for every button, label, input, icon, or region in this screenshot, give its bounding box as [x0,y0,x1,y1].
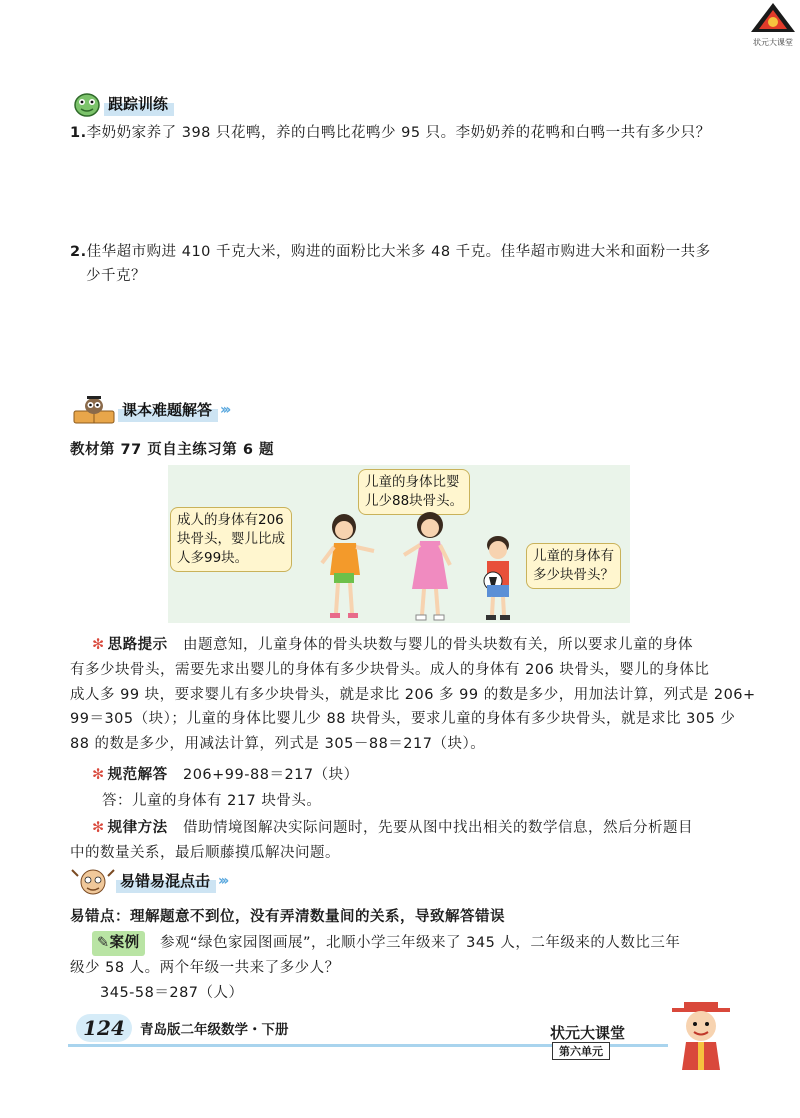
method-label: 规律方法 [107,820,168,836]
question-text: 李奶奶家养了 398 只花鸭，养的白鸭比花鸭少 95 只。李奶奶养的花鸭和白鸭一共有多少只？ [86,125,711,141]
unit-label: 第六单元 [552,1042,610,1060]
answer-label: 规范解答 [107,767,168,783]
mascot-icon [70,90,104,118]
book-title: 青岛版二年级数学・下册 [140,1022,289,1038]
speech-bubble-left: 成人的身体有206 块骨头，婴儿比成 人多99块。 [170,507,292,572]
girl-orange-figure [316,513,376,623]
hint-continuation [70,658,760,756]
chevrons-icon: ››› [218,873,227,889]
hint-block [92,633,756,658]
method-block [92,816,756,841]
owl-book-icon [70,395,118,425]
flower-icon: ✻ [92,767,105,783]
section-title: 跟踪训练 [104,92,174,116]
hint-line: 由题意知，儿童身体的骨头块数与婴儿的骨头块数有关，所以要求儿童的身体 [182,637,693,653]
section-header-errors [70,867,226,895]
example-line: 级少 58 人。两个年级一共来了多少人？ [70,960,340,976]
question-text-line2: 少千克？ [86,268,146,284]
footer-brand: 状元大课堂 [550,1024,626,1042]
section-header-textbook [70,396,228,424]
girl-pink-figure [400,511,460,623]
hint-label: 思路提示 [107,637,168,653]
hint-line: 成人多 99 块，要求婴儿有多少块骨头，就是求比 206 多 99 的数是多少，用加法计算，列式是 206+ [70,686,756,703]
answer-block [92,762,756,814]
cartoon-character-icon [70,866,116,896]
example-block [92,931,756,956]
answer-formula: 206+99-88＝217（块） [182,767,359,783]
question-1 [70,121,750,145]
logo-text: 状元大课堂 [753,38,793,47]
section-title: 易错易混点击 [116,869,216,893]
textbook-reference: 教材第 77 页自主练习第 6 题 [70,442,274,458]
question-text-line1: 佳华超市购进 410 千克大米，购进的面粉比大米多 48 千克。佳华超市购进大米和面粉一共多 [86,244,711,260]
hint-line: 99＝305（块）；儿童的身体比婴儿少 88 块骨头，要求儿童的身体有多少块骨头，就是求比 305 少 [70,711,736,727]
answer-text: 答：儿童的身体有 217 块骨头。 [102,793,322,809]
speech-bubble-right: 儿童的身体有 多少块骨头？ [526,543,621,589]
chevrons-icon: ››› [220,402,229,418]
flower-icon: ✻ [92,637,105,653]
hint-line: 88 的数是多少，用减法计算，列式是 305－88＝217（块）。 [70,735,486,752]
scholar-boy-mascot-icon [668,1000,734,1074]
example-line: 参观“绿色家园图画展”，北顺小学三年级来了 345 人，二年级来的人数比三年 [159,935,681,951]
example-continuation [70,956,760,1006]
question-2 [70,240,760,288]
hint-line: 有多少块骨头，需要先求出婴儿的身体有多少块骨头。成人的身体有 206 块骨头，婴儿的身体比 [70,662,710,678]
section-header-tracking [70,90,174,118]
method-line: 借助情境图解决实际问题时，先要从图中找出相关的数学信息，然后分析题目 [182,820,693,836]
question-number: 2. [70,244,87,260]
brand-logo [748,2,798,46]
boy-figure [473,535,523,623]
method-continuation: 中的数量关系，最后顺藤摸瓜解决问题。 [70,845,340,861]
logo-emblem-icon [748,2,798,34]
wrong-answer: 345-58＝287（人） [100,985,244,1001]
speech-bubble-top: 儿童的身体比婴 儿少88块骨头。 [358,469,470,515]
example-badge: ✎案例 [92,931,145,956]
section-title: 课本难题解答 [118,398,218,422]
footer [68,1014,732,1058]
page-number: 124 [76,1014,132,1042]
illustration [168,465,630,623]
pencil-icon: ✎ [97,935,110,951]
error-point: 易错点：理解题意不到位，没有弄清数量间的关系，导致解答错误 [70,909,505,925]
question-number: 1. [70,125,87,141]
flower-icon: ✻ [92,820,105,836]
